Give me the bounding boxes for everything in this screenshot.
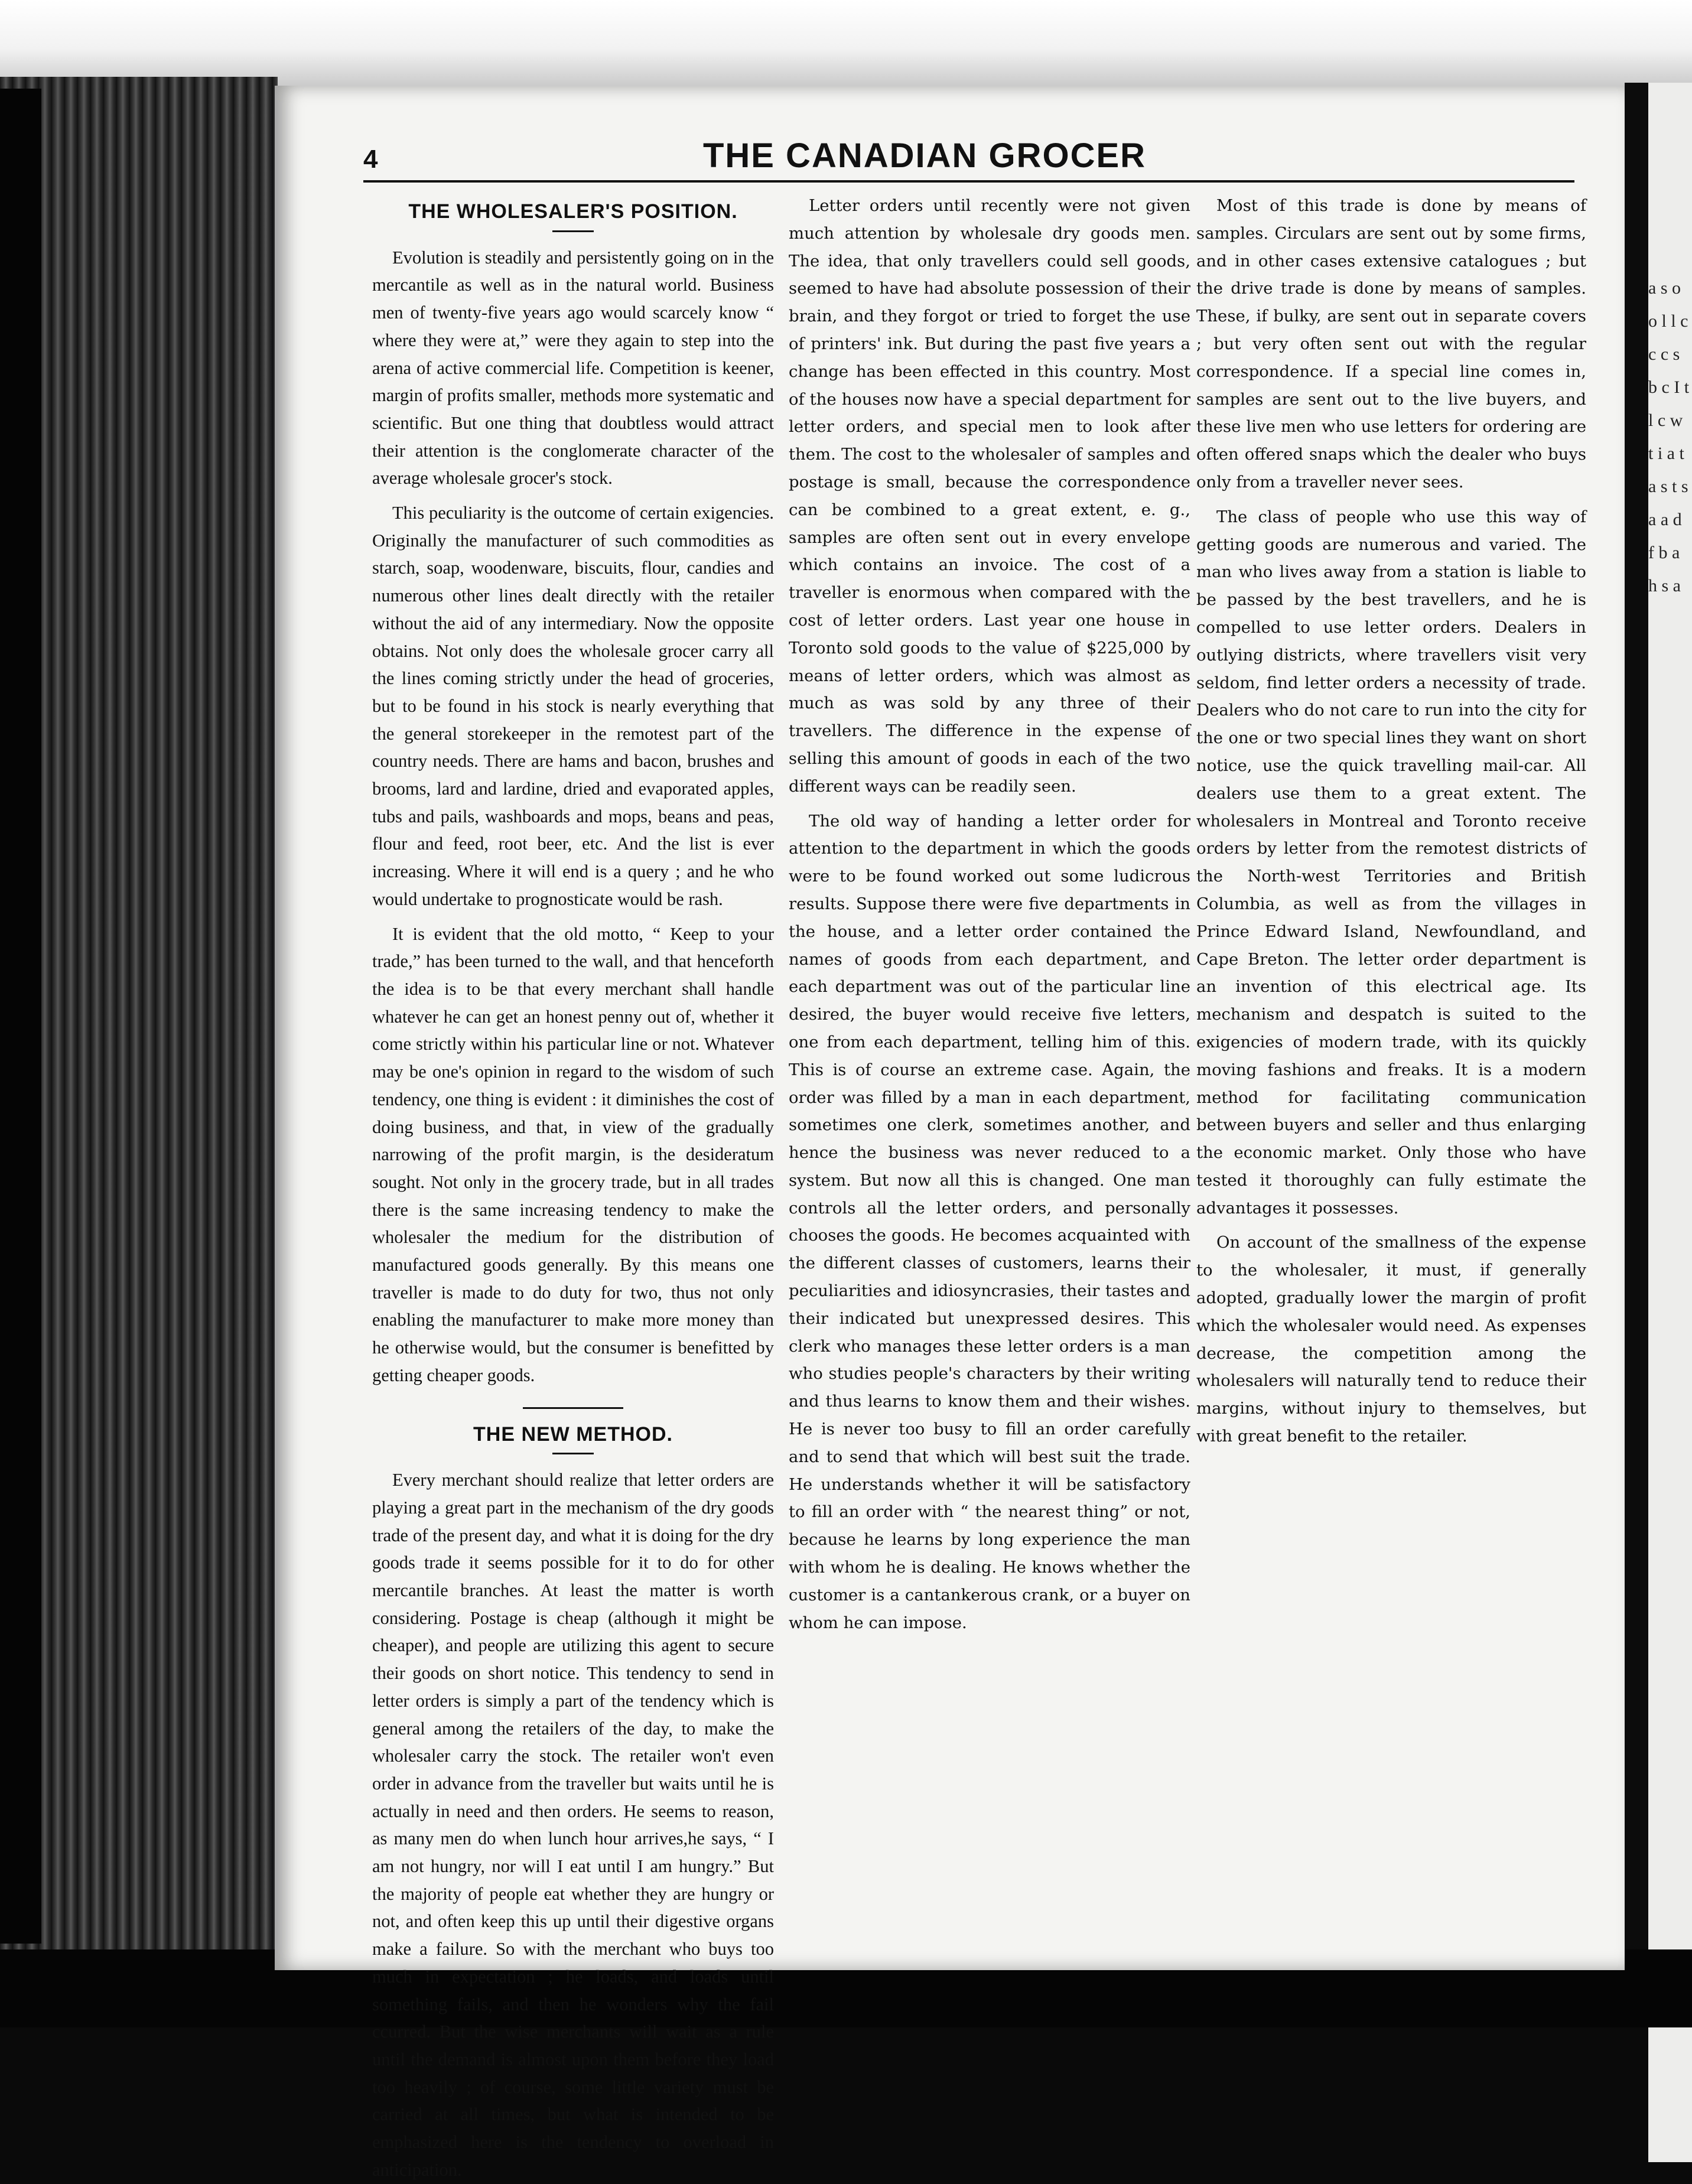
column-1 [372,192,774,2180]
masthead: THE CANADIAN GROCER [702,136,1147,175]
paragraph: On account of the smallness of the expense to the wholesaler, it must, if generally adopted, gradually lower the margin of profit which the wholesaler would need. As expenses decrease, the competition among the wholesalers will naturally tend to reduce their margins, without injury to themselves, but with great benefit to the retailer. [1196,1233,1586,1446]
book-page-edges [0,77,278,1955]
column-2 [789,192,1190,1643]
page-gutter [1625,83,1648,1973]
page-number: 4 [363,145,378,174]
paragraph: The class of people who use this way of getting goods are numerous and varied. The man who lives away from a station is liable to be passed by the best travellers, and he is compelled to use letter orders. Dealers in outlying districts, where travellers visit very seldom, find letter orders a necessity of trade. Dealers who do not care to run into the city for the one or two special lines they want on short notice, use the quick travelling mail-car. All dealers use them to a great extent. The wholesalers in Montreal and Toronto receive orders by letter from the remotest districts of the North-west Territories and British Columbia, as well as from the villages in Prince Edward Island, Newfoundland, and Cape Breton. The letter order department is an invention of this electrical age. Its mechanism and despatch is suited to the exigencies of modern trade, with its quickly moving fashions and freaks. It is a modern method for facilitating communication between buyers and seller and thus enlarging the economic market. Only those who have tested it thoroughly can fully estimate the advantages it possesses. [1196,507,1586,1218]
next-page-letters: a s o o l l c c c s b c I t l c w t i a t a s t s a a d f b a h s a [1648,278,1690,595]
header-rule [363,180,1574,183]
section-divider [523,1407,623,1409]
column-3 [1196,192,1586,1457]
book-spine [0,89,41,1944]
next-page-edge [1648,83,1692,2162]
paragraph: Most of this trade is done by means of samples. Circulars are sent out by some firms, and in other cases extensive catalogues ; but the drive trade is done by means of samples. These, if bulky, are sent out in separate covers ; but very often sent out with the regular correspondence. If a special line comes in, samples are sent out to the live buyers, and these live men who use letters for ordering are often offered snaps which the dealer who buys only from a traveller never sees. [1196,196,1586,492]
paragraph: Every merchant should realize that letter orders are playing a great part in the mechanism of the dry goods trade of the present day, and what it is doing for the dry goods trade it seems possible for it to do for other mercantile branches. At least the matter is worth considering. Postage is cheap (although it might be cheaper), and people are utilizing this agent to secure their goods on short notice. This tendency to send in letter orders is simply a part of the tendency which is general among the retailers of the day, to make the wholesaler carry the stock. The retailer won't even order in advance from the traveller but waits until he is actually in need and then orders. He seems to reason, as many men do when lunch hour arrives,he says, “ I am not hungry, nor will I eat until I am hungry.” But the majority of people eat whether they are hungry or not, and often keep this up until their digestive organs make a failure. So with the merchant who buys too much in expectation ; he loads, and loads until something fails, and then he wonders why the fail ccurred. But the wise merchants will wait as a rule until the demand is almost upon them before they load too heavily ; of course, some little variety must be carried at all times, but what is intended to be emphasized here is the tendency to overload in anticipation. [372,1470,774,2180]
paragraph: The old way of handing a letter order for attention to the department in which the goods were to be found worked out some ludicrous results. Suppose there were five departments in the house, and a letter order contained the names of goods from each department, and each department was out of the particular line desired, the buyer would receive five letters, one from each department, telling him of this. This is of course an extreme case. Again, the order was filled by a man in each department, sometimes one clerk, sometimes another, and hence the business was never reduced to a system. But now all this is changed. One man controls all the letter orders, and personally chooses the goods. He becomes acquainted with the different classes of customers, learns their peculiarities and idiosyncrasies, their tastes and their indicated but unexpressed desires. This clerk who manages these letter orders is a man who studies people's characters by their writing and thus learns to know them and their wishes. He is never too busy to fill an order carefully and to send that which will best suit the trade. He understands whether it will be satisfactory to fill an order with “ the nearest thing” or not, because he learns by long experience the man with whom he is dealing. He knows whether the customer is a cantankerous crank, or a buyer on whom he can impose. [789,811,1190,1632]
paragraph: This peculiarity is the outcome of certain exigencies. Originally the manufacturer of such commodities as starch, soap, woodenware, biscuits, flour, candies and numerous other lines dealt directly with the retailer without the aid of any intermediary. Now the opposite obtains. Not only does the wholesale grocer carry all the lines coming strictly under the head of groceries, but to be found in his stock is nearly everything that the general storekeeper in the remotest part of the country needs. There are hams and bacon, brushes and brooms, lard and lardine, dried and evaporated apples, tubs and pails, washboards and mops, beans and peas, flour and feed, root beer, etc. And the list is ever increasing. Where it will end is a query ; and he who would undertake to prognosticate would be rash. [372,503,774,909]
paragraph: Evolution is steadily and persistently going on in the mercantile as well as in the natural world. Business men of twenty-five years ago would scarcely know “ where they were at,” were they again to step into the arena of active commercial life. Competition is keener, margin of profits smaller, methods more systematic and scientific. But one thing that doubtless would attract their attention is the conglomerate character of the average wholesale grocer's stock. [372,247,774,489]
paragraph: Letter orders until recently were not given much attention by wholesale dry goods men. The idea, that only travellers could sell goods, seemed to have had absolute possession of their brain, and they forgot or tried to forget the use of printers' ink. But during the past five years a change has been effected in this country. Most of the houses now have a special department for letter orders, and special men to look after them. The cost to the wholesaler of samples and postage is small, because the correspondence can be combined to a great extent, e. g., samples are often sent out in every envelope which contains an invoice. The cost of a traveller is enormous when compared with the cost of letter orders. Last year one house in Toronto sold goods to the value of $225,000 by means of letter orders, which was almost as much as was sold by any three of their travellers. The difference in the expense of selling this amount of goods in each of the two different ways can be readily seen. [789,196,1190,796]
title-rule [552,1453,594,1454]
scan-background-top [0,0,1692,89]
title-rule [552,230,594,232]
article-title-wholesaler: THE WHOLESALER'S POSITION. [408,200,738,223]
newspaper-page [275,86,1625,2180]
article-title-new-method: THE NEW METHOD. [473,1423,673,1446]
paragraph: It is evident that the old motto, “ Keep to your trade,” has been turned to the wall, and that henceforth the idea is to be that every merchant shall handle whatever he can get an honest penny out of, whether it come strictly within his particular line or not. Whatever may be one's opinion in regard to the wisdom of such tendency, one thing is evident : it diminishes the cost of doing business, and that, in view of the gradually narrowing of the profit margin, is the desideratum sought. Not only in the grocery trade, but in all trades there is the same increasing tendency to make the wholesaler the medium for the distribution of manufactured goods generally. By this means one traveller is made to do duty for two, thus not only enabling the manufacturer to make more money than he otherwise would, but the consumer is benefitted by getting cheaper goods. [372,923,774,1385]
